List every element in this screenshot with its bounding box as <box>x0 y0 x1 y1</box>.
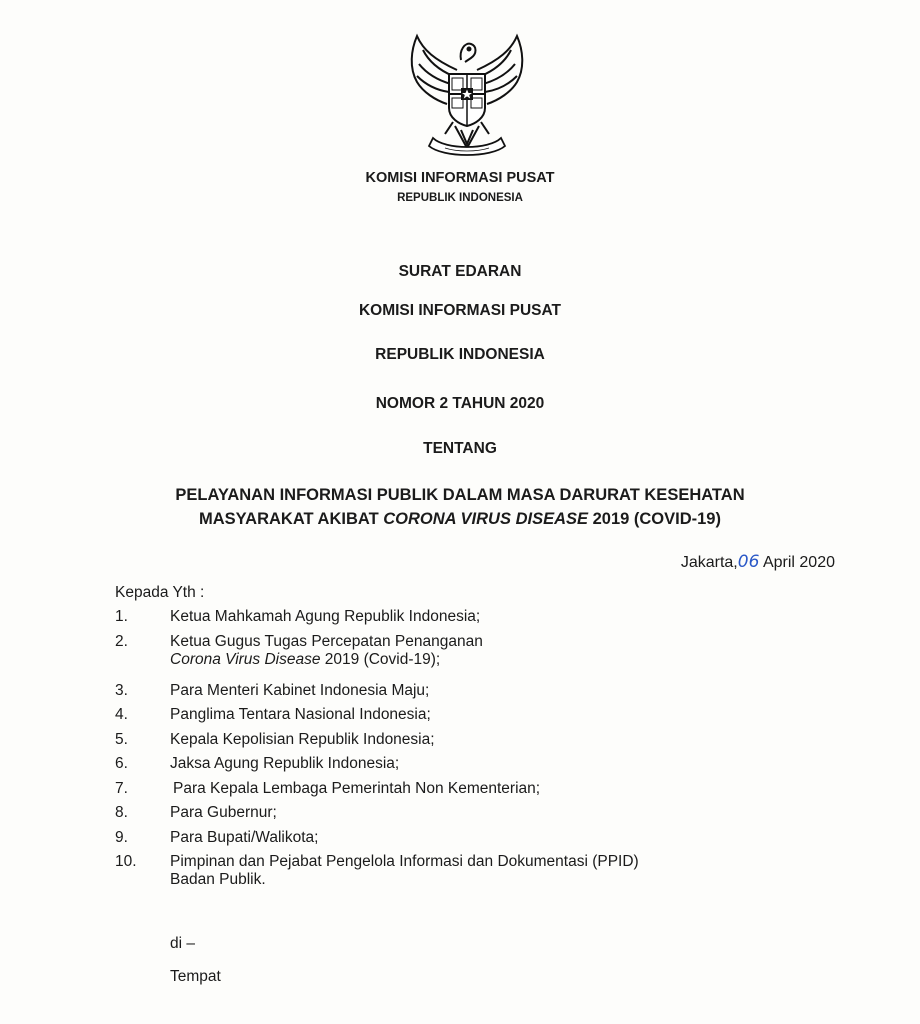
title-organization: KOMISI INFORMASI PUSAT <box>358 302 562 319</box>
list-number: 5. <box>115 730 128 748</box>
list-text-line-1: Ketua Gugus Tugas Percepatan Penanganan <box>170 632 483 650</box>
subject-line-2-suffix: 2019 (COVID-19) <box>588 510 721 528</box>
document-type: SURAT EDARAN <box>398 263 522 280</box>
list-text <box>170 633 810 669</box>
list-text: Panglima Tentara Nasional Indonesia; <box>170 706 431 723</box>
list-text: Para Gubernur; <box>170 804 277 821</box>
list-number: 4. <box>115 706 128 723</box>
list-number: 6. <box>115 755 128 772</box>
date-place: Jakarta, <box>680 554 738 571</box>
subject-line-2 <box>0 507 920 531</box>
list-text: Ketua Mahkamah Agung Republik Indonesia; <box>170 608 481 625</box>
list-text: Para Menteri Kabinet Indonesia Maju; <box>170 681 430 699</box>
list-text-line-1: Pimpinan dan Pejabat Pengelola Informasi dan Dokumentasi (PPID) <box>170 853 639 870</box>
list-text-rest: 2019 (Covid-19); <box>320 650 441 668</box>
title-country: REPUBLIK INDONESIA <box>375 346 545 363</box>
organization-country: REPUBLIK INDONESIA <box>397 192 523 204</box>
document-number: NOMOR 2 TAHUN 2020 <box>375 395 545 412</box>
list-text: Jaksa Agung Republik Indonesia; <box>170 755 400 772</box>
list-text: Para Kepala Lembaga Pemerintah Non Kementerian; <box>173 779 541 797</box>
date-day-handwritten: 06 <box>737 552 760 572</box>
recipient-salutation: Kepada Yth : <box>115 584 205 601</box>
list-number: 1. <box>115 608 128 625</box>
subject-line-2-prefix: MASYARAKAT AKIBAT <box>199 510 384 528</box>
title-about: TENTANG <box>423 440 497 457</box>
document-subject <box>0 483 920 531</box>
garuda-emblem-icon <box>405 30 529 164</box>
subject-line-2-italic: CORONA VIRUS DISEASE <box>383 510 589 528</box>
list-text: Para Bupati/Walikota; <box>170 828 319 846</box>
subject-line-1: PELAYANAN INFORMASI PUBLIK DALAM MASA DARURAT KESEHATAN <box>175 486 745 504</box>
list-text-line-2: Badan Publik. <box>170 871 266 888</box>
list-number: 10. <box>115 853 137 870</box>
list-number: 2. <box>115 632 128 650</box>
list-number: 7. <box>115 779 128 797</box>
list-text: Kepala Kepolisian Republik Indonesia; <box>170 730 435 748</box>
organization-name: KOMISI INFORMASI PUSAT <box>365 170 555 186</box>
list-text-italic: Corona Virus Disease <box>170 650 321 668</box>
list-number: 3. <box>115 681 128 699</box>
list-text <box>170 853 810 889</box>
list-number: 9. <box>115 828 128 846</box>
document-date <box>681 552 835 572</box>
list-number: 8. <box>115 804 128 821</box>
date-month-year: April 2020 <box>759 554 835 571</box>
closing-place: Tempat <box>170 968 221 985</box>
closing-di: di – <box>170 935 195 952</box>
